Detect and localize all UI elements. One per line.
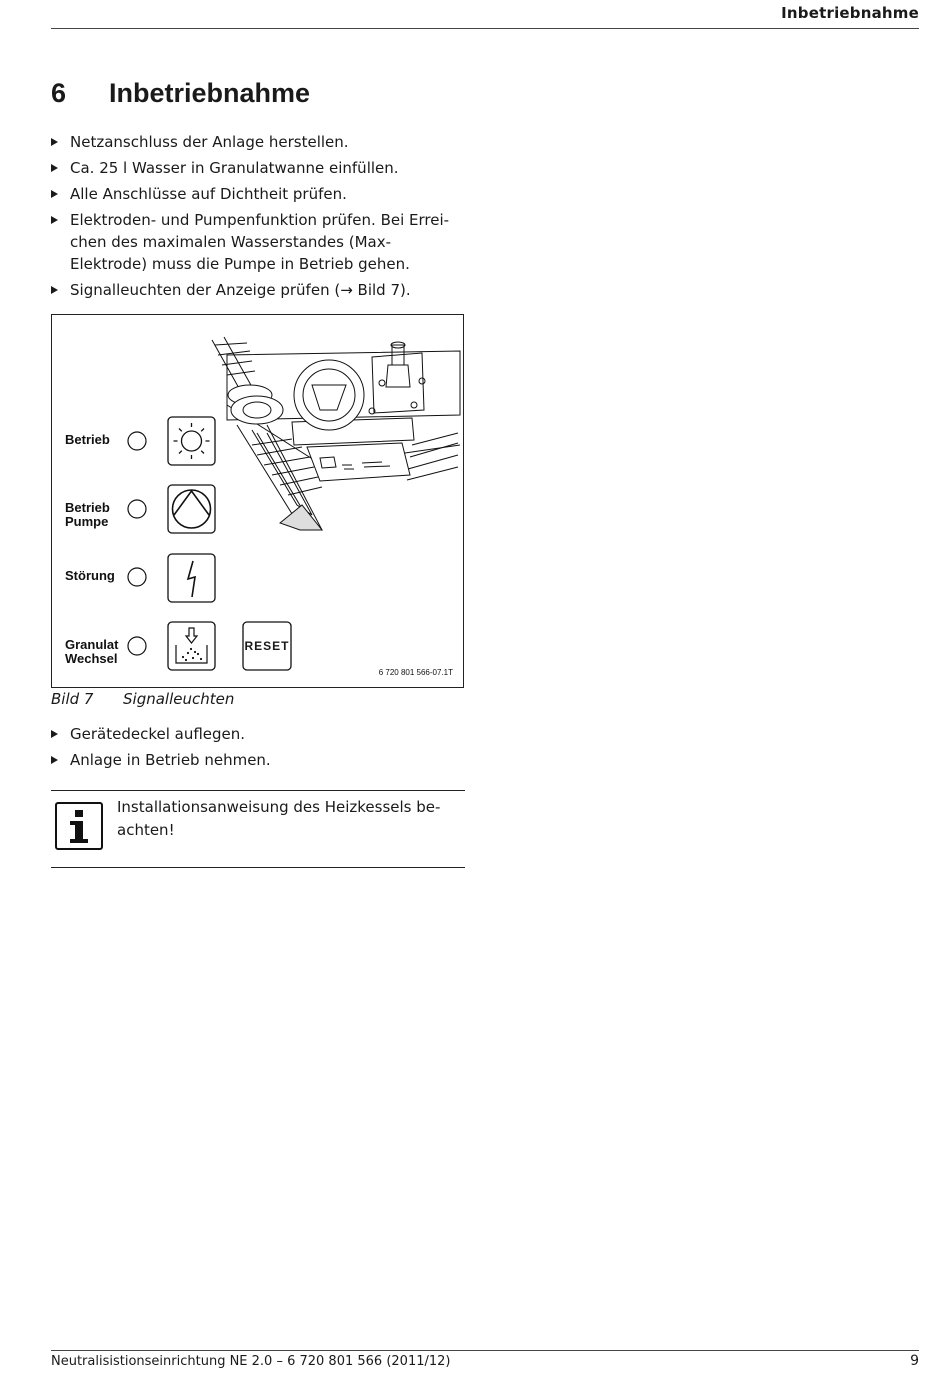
- figure-signal-lights: [51, 314, 464, 688]
- list-item: Anlage in Betrieb nehmen.: [51, 749, 471, 771]
- info-note: [51, 790, 465, 868]
- page-number: 9: [910, 1353, 919, 1369]
- bullet-triangle-icon: [51, 164, 58, 172]
- note-text: Installationsanweisung des Heizkessels be-achten!: [117, 798, 441, 839]
- lamp-stoerung: [128, 568, 146, 586]
- bullet-triangle-icon: [51, 216, 58, 224]
- list-item: Elektroden- und Pumpenfunktion prüfen. Bei Errei-chen des maximalen Wasserstandes (Max-Elektrode) muss die Pumpe in Betrieb gehen.: [51, 209, 465, 275]
- list-item: Signalleuchten der Anzeige prüfen (→ Bild 7).: [51, 279, 471, 301]
- chapter-heading: [51, 78, 310, 109]
- chapter-number: 6: [51, 78, 67, 108]
- lamp-label-granulat-wechsel: Granulat Wechsel: [65, 637, 119, 666]
- lamp-betrieb: [128, 432, 146, 450]
- footer-rule: [51, 1350, 919, 1351]
- lamp-betrieb-pumpe: [128, 500, 146, 518]
- caption-number: Bild 7: [51, 690, 94, 708]
- reset-label: RESET: [244, 639, 290, 653]
- caption-text: Signalleuchten: [123, 690, 235, 708]
- lamp-label-stoerung: Störung: [65, 568, 115, 583]
- lamp-label-betrieb: Betrieb: [65, 432, 110, 447]
- chapter-title: Inbetriebnahme: [109, 78, 311, 108]
- lamp-label-betrieb-pumpe: Betrieb Pumpe: [65, 500, 110, 529]
- steps-list-after: [51, 723, 471, 775]
- bullet-triangle-icon: [51, 756, 58, 764]
- bullet-triangle-icon: [51, 138, 58, 146]
- list-item: Ca. 25 l Wasser in Granulatwanne einfüllen.: [51, 157, 471, 179]
- list-item: Gerätedeckel auflegen.: [51, 723, 471, 745]
- header-title: Inbetriebnahme: [781, 4, 919, 22]
- info-icon: [55, 802, 103, 850]
- bullet-triangle-icon: [51, 286, 58, 294]
- list-item: Netzanschluss der Anlage herstellen.: [51, 131, 471, 153]
- lamp-granulat-wechsel: [128, 637, 146, 655]
- list-item: Alle Anschlüsse auf Dichtheit prüfen.: [51, 183, 471, 205]
- bullet-triangle-icon: [51, 730, 58, 738]
- steps-list-before: [51, 131, 471, 305]
- figure-code: 6 720 801 566-07.1T: [378, 668, 453, 677]
- figure-caption: [51, 690, 234, 708]
- bullet-triangle-icon: [51, 190, 58, 198]
- footer-document-title: Neutralisistionseinrichtung NE 2.0 – 6 720 801 566 (2011/12): [51, 1354, 451, 1369]
- header-rule: [51, 28, 919, 29]
